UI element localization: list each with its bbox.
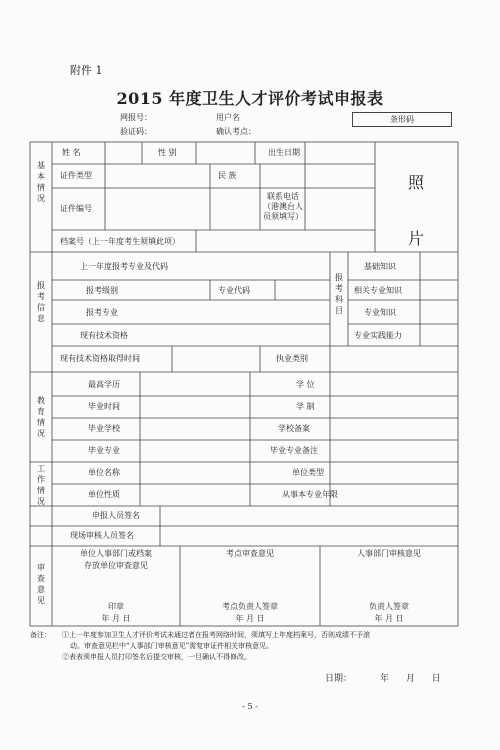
degree-label: 学 位 bbox=[296, 380, 315, 389]
id-type-label: 证件类型 bbox=[60, 171, 92, 180]
notes-line-2: 动。审查意见栏中“人事部门审核意见”需复审证件相关审核意见。 bbox=[70, 642, 274, 650]
unit-type-label: 单位类型 bbox=[292, 468, 324, 477]
review-col1-line1: 单位人事部门或档案 bbox=[80, 549, 152, 558]
date-label: 日期： bbox=[325, 674, 353, 684]
school-label: 毕业学校 bbox=[88, 424, 120, 433]
phone-label: 联系电话（港澳台人员须填写） bbox=[263, 192, 303, 221]
page-number: - 5 - bbox=[242, 702, 258, 711]
review-seal-1: 印章 bbox=[108, 602, 124, 611]
title-date-label: 现有技术资格取得时间 bbox=[60, 354, 140, 363]
applicant-signature-label: 申报人员签名 bbox=[92, 511, 140, 520]
major-code-label: 专业代码 bbox=[218, 286, 250, 295]
photo-char-1: 照 bbox=[408, 173, 425, 192]
name-label: 姓 名 bbox=[62, 148, 81, 157]
notes-label: 备注： bbox=[30, 631, 51, 639]
birth-label: 出生日期 bbox=[268, 148, 300, 157]
subject-related: 相关专业知识 bbox=[354, 286, 402, 295]
archive-number-label: 档案号（上一年度考生须填此项） bbox=[60, 237, 180, 246]
section-apply-label: 报考信息 bbox=[37, 281, 45, 323]
subject-major: 专业知识 bbox=[364, 308, 396, 317]
annex-label: 附件 1 bbox=[70, 64, 103, 77]
current-title-label: 现有技术资格 bbox=[80, 331, 128, 340]
notes-line-1: ①上一年度参加卫生人才评价考试未通过者在报考网络时间，须填写上年度档案号，否则成绩不予滚 bbox=[62, 631, 370, 639]
date-value: 年 月 日 bbox=[380, 674, 441, 684]
major-label: 报考专业 bbox=[86, 308, 118, 317]
exam-category-label: 执业类别 bbox=[276, 354, 308, 363]
barcode-box: 条形码 bbox=[352, 112, 452, 127]
review-col3-header: 人事部门审核意见 bbox=[357, 549, 421, 558]
major-filing-label: 毕业专业备注 bbox=[270, 446, 318, 455]
ethnicity-label: 民 族 bbox=[218, 171, 237, 180]
last-year-code-label: 上一年度报考专业及代码 bbox=[80, 262, 168, 271]
review-col1-line2: 存放单位审查意见 bbox=[84, 561, 148, 570]
review-col3-sign: 负责人签章 bbox=[369, 602, 409, 611]
notes-line-3: ②表表须申报人员打印签名后提交审核，一旦确认不得修改。 bbox=[62, 653, 251, 661]
cert-code-label: 验证码： bbox=[120, 127, 152, 136]
gender-label: 性 别 bbox=[158, 148, 177, 157]
grad-major-label: 毕业专业 bbox=[88, 446, 120, 455]
grad-time-label: 毕业时间 bbox=[88, 402, 120, 411]
review-date-3: 年 月 日 bbox=[374, 614, 404, 623]
web-number-label: 网报号： bbox=[120, 113, 152, 122]
section-review-label: 审查意见 bbox=[37, 563, 45, 605]
highest-edu-label: 最高学历 bbox=[88, 380, 120, 389]
confirm-site-label: 确认考点： bbox=[216, 127, 256, 136]
system-label: 学 制 bbox=[296, 402, 315, 411]
subject-practice: 专业实践能力 bbox=[354, 331, 402, 340]
work-years-label: 从事本专业年限 bbox=[282, 490, 338, 499]
unit-nature-label: 单位性质 bbox=[88, 490, 120, 499]
subject-basic: 基础知识 bbox=[364, 262, 396, 271]
review-col2-header: 考点审查意见 bbox=[226, 549, 274, 558]
unit-name-label: 单位名称 bbox=[88, 468, 120, 477]
photo-char-2: 片 bbox=[408, 229, 425, 248]
form-title: 2015 年度卫生人才评价考试申报表 bbox=[116, 89, 384, 108]
section-work-label: 工作情况 bbox=[37, 464, 45, 506]
section-edu-label: 教育情况 bbox=[37, 396, 45, 438]
username-label: 用户名 bbox=[216, 113, 240, 122]
subjects-label: 报考科目 bbox=[335, 273, 343, 315]
review-col2-sign: 考点负责人签章 bbox=[222, 602, 278, 611]
reviewer-signature-label: 现场审核人员签名 bbox=[70, 531, 134, 540]
section-basic-label: 基本情况 bbox=[37, 161, 45, 203]
id-number-label: 证件编号 bbox=[60, 204, 92, 213]
review-date-2: 年 月 日 bbox=[235, 614, 265, 623]
school-filing-label: 学校备案 bbox=[278, 424, 310, 433]
level-label: 报考级别 bbox=[86, 286, 118, 295]
review-date-1: 年 月 日 bbox=[101, 614, 131, 623]
